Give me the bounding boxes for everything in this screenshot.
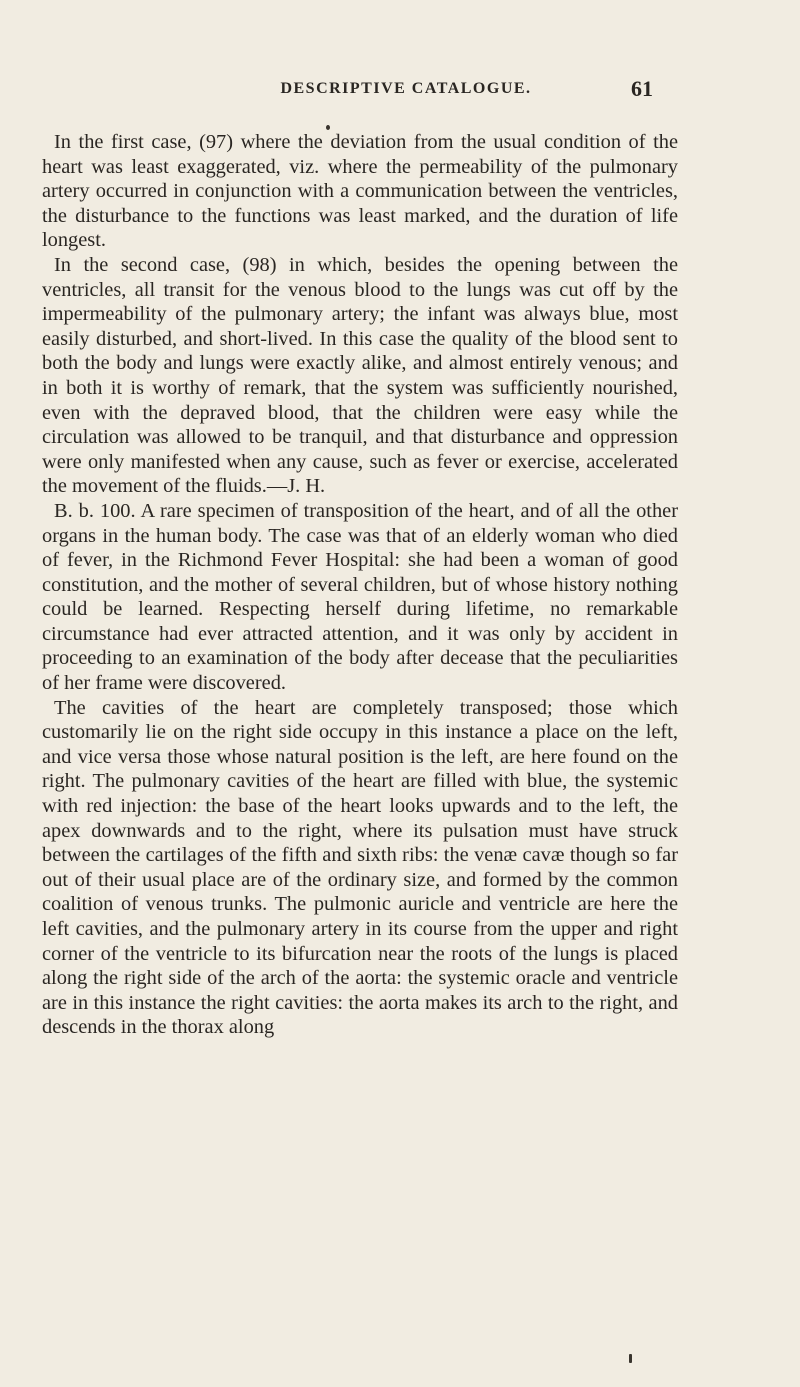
- paragraph: The cavities of the heart are completely transposed; those which customarily lie on the right side occupy in this instance a place on the left, and vice versa those whose natural position is the left, are here found on the right. The pulmonary cavities of the heart are filled with blue, the systemic with red injection: the base of the heart looks upwards and to the left, the apex downwards and to the right, where its pulsation must have struck between the cartilages of the fifth and sixth ribs: the venæ cavæ though so far out of their usual place are of the ordinary size, and formed by the common coalition of venous trunks. The pulmonic auricle and ventricle are here the left cavities, and the pulmonary artery in its course from the upper and right corner of the ventricle to its bifurcation near the roots of the lungs is placed along the right side of the arch of the aorta: the systemic oracle and ventricle are in this instance the right cavities: the aorta makes its arch to the right, and descends in the thorax along: [42, 696, 678, 1039]
- paragraph: B. b. 100. A rare specimen of transposition of the heart, and of all the other organs in the human body. The case was that of an elderly woman who died of fever, in the Richmond Fever Hospital: she had been a woman of good constitution, and the mother of several children, but of whose history nothing could be learned. Respecting herself during lifetime, no remarkable circumstance had ever attracted attention, and it was only by accident in proceeding to an examination of the body after decease that the peculiarities of her frame were discovered.: [42, 499, 678, 695]
- running-head: DESCRIPTIVE CATALOGUE.: [280, 80, 532, 97]
- paragraph: In the second case, (98) in which, besides the opening between the ventricles, all transit for the venous blood to the lungs was cut off by the impermeability of the pulmonary artery; the infant was always blue, most easily disturbed, and short-lived. In this case the quality of the blood sent to both the body and lungs were exactly alike, and almost entirely venous; and in both it is worthy of remark, that the system was sufficiently nourished, even with the depraved blood, that the children were easy while the circulation was allowed to be tranquil, and that disturbance and oppression were only manifested when any cause, such as fever or exercise, accelerated the movement of the fluids.—J. H.: [42, 253, 678, 498]
- ink-speck: [629, 1354, 632, 1363]
- paragraph: In the first case, (97) where the deviation from the usual condition of the heart was least exaggerated, viz. where the permeability of the pulmonary artery occurred in conjunction with a communication between the ventricles, the disturbance to the functions was least marked, and the duration of life longest.: [42, 131, 678, 252]
- page-number: 61: [631, 76, 653, 101]
- body-text: [42, 130, 678, 1040]
